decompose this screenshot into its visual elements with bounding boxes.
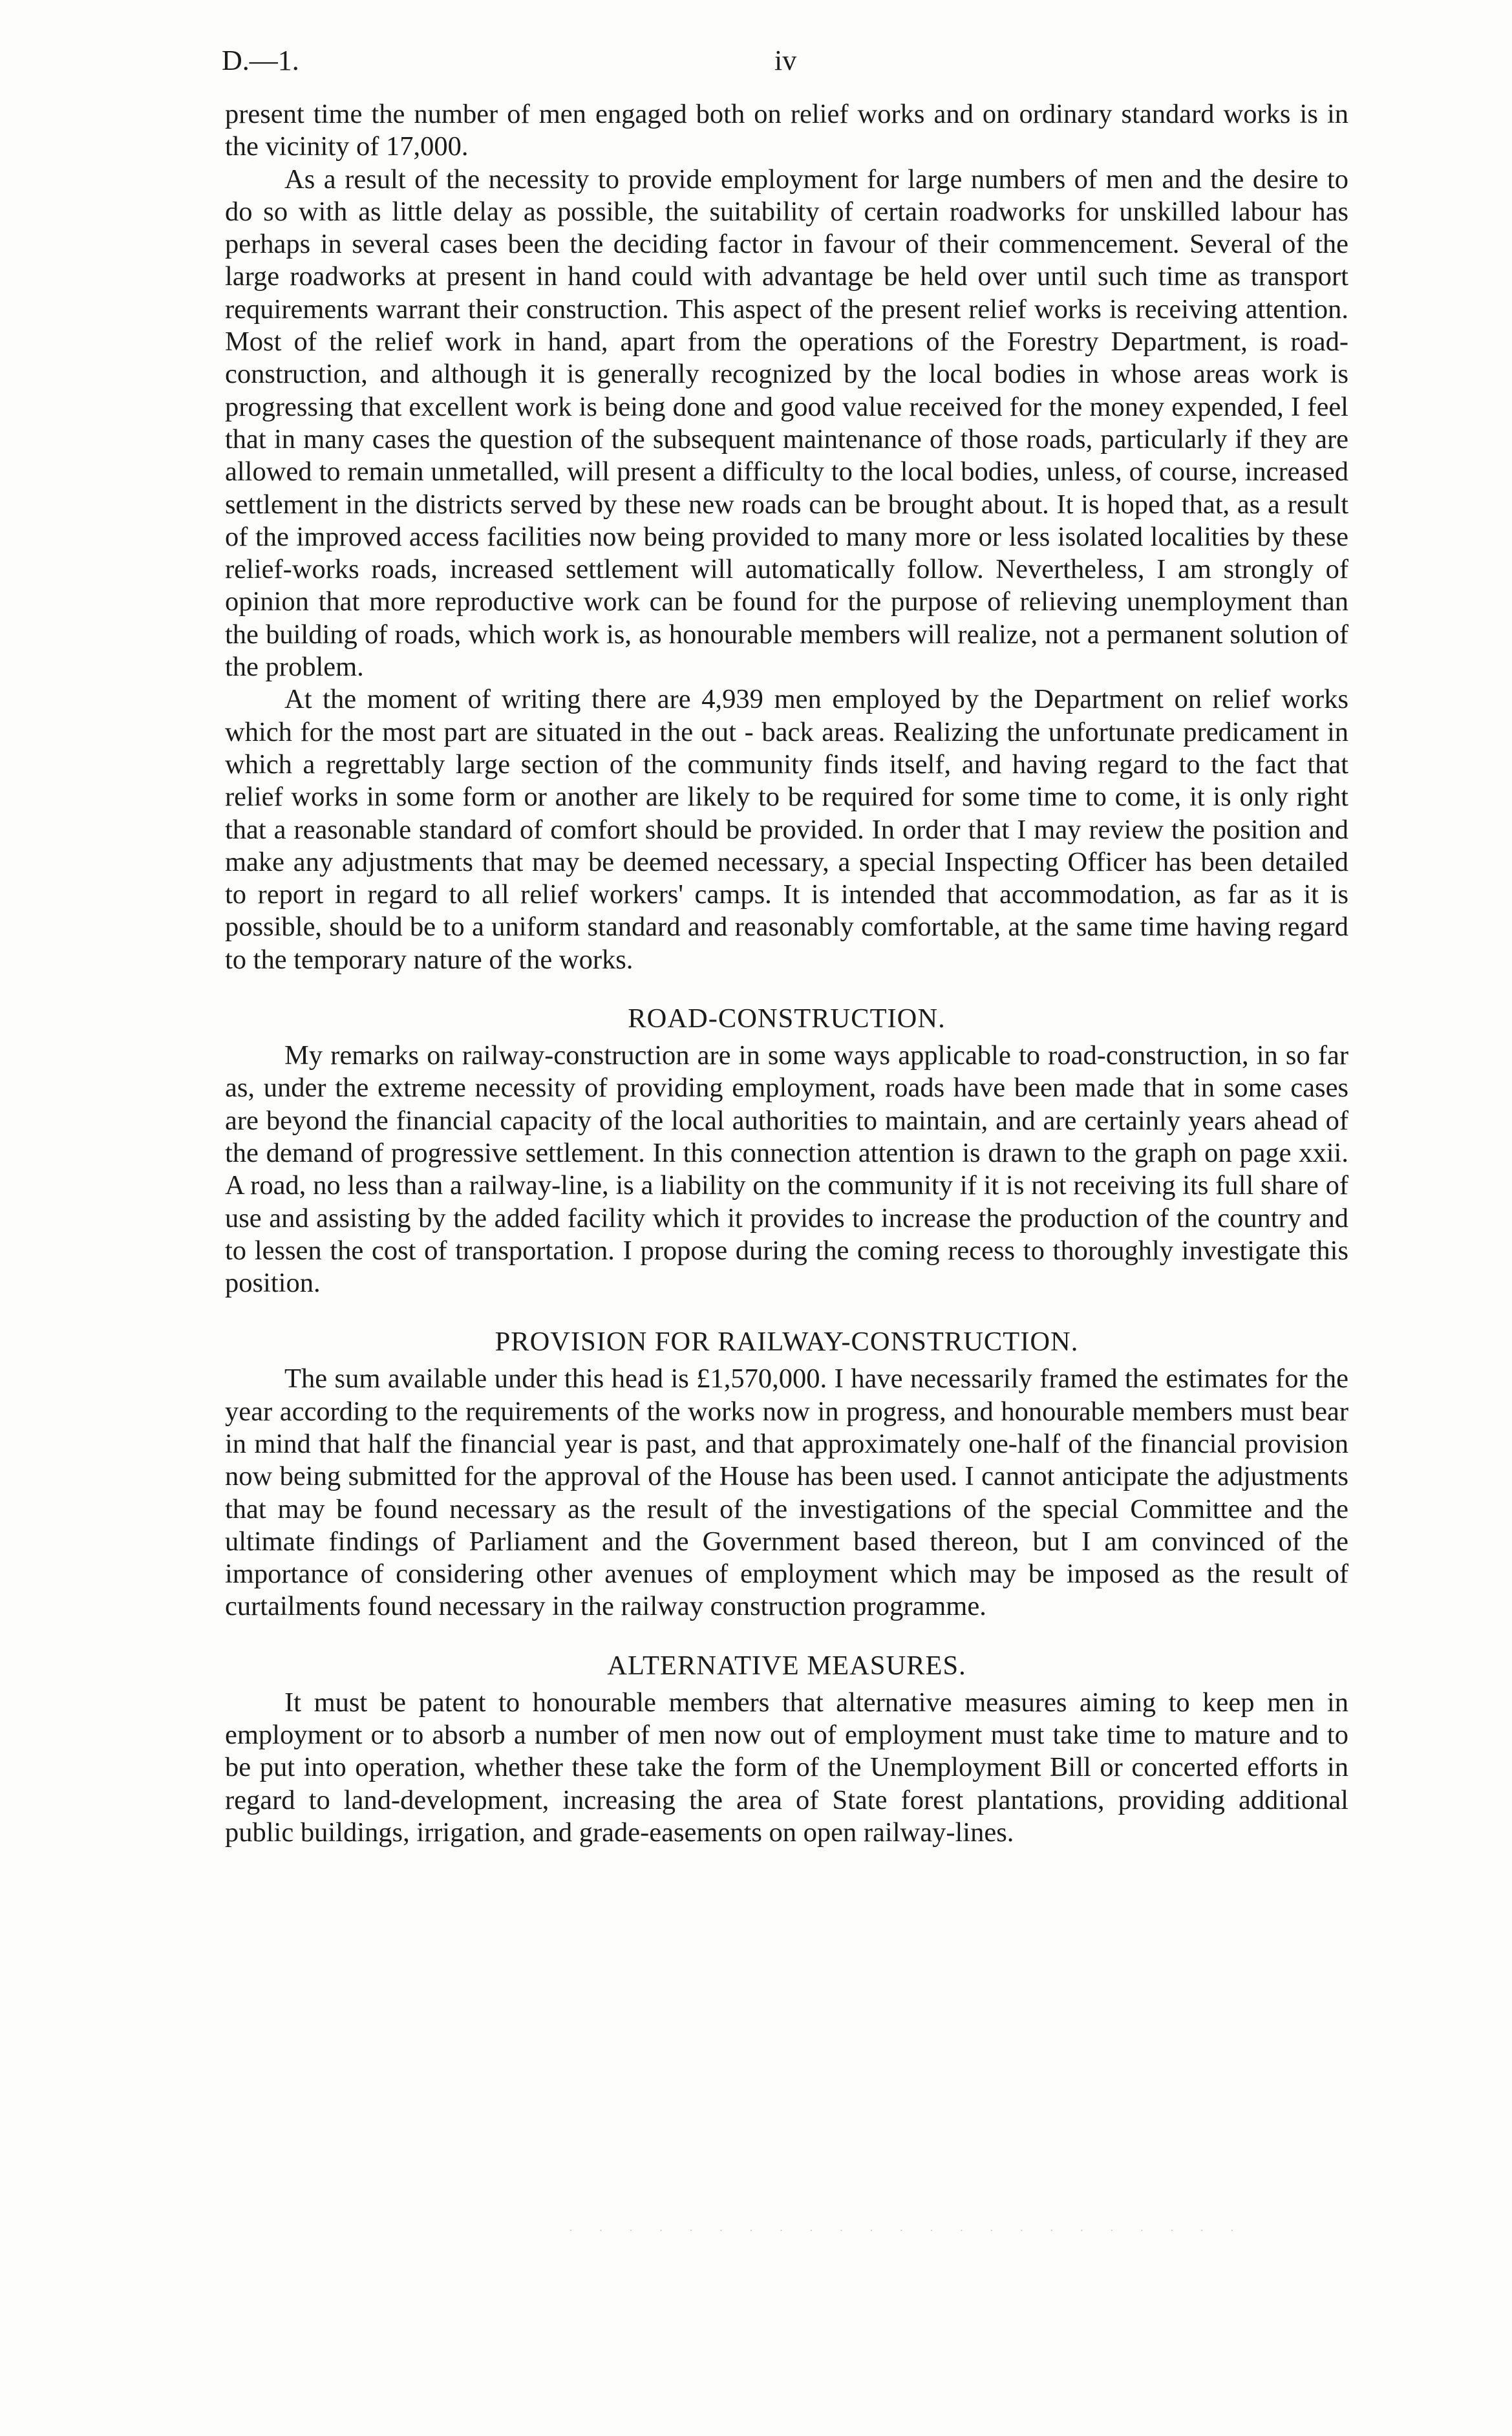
paragraph-continued: present time the number of men engaged both on relief works and on ordinary standard works is in the vicinity of 17,000. [225, 99, 1348, 162]
paragraph-relief-camps: At the moment of writing there are 4,939 men employed by the Department on relief works which for the most part are situated in the out - back areas. Realizing the unfortunate predicament in which a regrettably large section of the community finds itself, and having regard to the fact that relief works in some form or another are likely to be required for some time to come, it is only right that a reasonable standard of comfort should be provided. In order that I may review the position and make any adjustments that may be deemed necessary, a special Inspecting Officer has been detailed to report in regard to all relief workers' camps. It is intended that accommodation, as far as it is possible, should be to a uniform standard and reasonably comfortable, at the same time having regard to the temporary nature of the works. [225, 684, 1348, 975]
paragraph-alternative-measures: It must be patent to honourable members that alternative measures aiming to keep men in employment or to absorb a number of men now out of employment must take time to mature and to be put into operation, whether these take the form of the Unemployment Bill or concerted efforts in regard to land-development, increasing the area of State forest plantations, providing additional public buildings, irrigation, and grade-easements on open railway-lines. [225, 1687, 1348, 1848]
page-header [222, 44, 1350, 83]
paragraph-railway-provision: The sum available under this head is £1,570,000. I have necessarily framed the estimates for the year according to the requirements of the works now in progress, and honourable members must bear in mind that half the financial year is past, and that approximately one-half of the financial provision now being submitted for the approval of the House has been used. I cannot anticipate the adjustments that may be found necessary as the result of the investigations of the special Committee and the ultimate findings of Parliament and the Government based thereon, but I am convinced of the importance of considering other avenues of employment which may be imposed as the result of curtailments found necessary in the railway construction programme. [225, 1363, 1348, 1622]
section-heading-railway-provision: PROVISION FOR RAILWAY-CONSTRUCTION. [495, 1327, 1079, 1358]
document-reference: D.—1. [222, 45, 299, 76]
section-heading-alternative-measures: ALTERNATIVE MEASURES. [607, 1650, 966, 1681]
paragraph-relief-works: As a result of the necessity to provide employment for large numbers of men and the desire to do so with as little delay as possible, the suitability of certain roadworks for unskilled labour has perhaps in several cases been the deciding factor in favour of their commencement. Several of the large roadworks at present in hand could with advantage be held over until such time as transport requirements warrant their construction. This aspect of the present relief works is receiving attention. Most of the relief work in hand, apart from the operations of the Forestry Department, is road-construction, and although it is generally recognized by the local bodies in whose areas work is progressing that excellent work is being done and good value received for the money expended, I feel that in many cases the question of the subsequent maintenance of those roads, particularly if they are allowed to remain unmetalled, will present a difficulty to the local bodies, unless, of course, increased settlement in the districts served by these new roads can be brought about. It is hoped that, as a result of the improved access facilities now being provided to many more or less isolated localities by these relief-works roads, increased settlement will automatically follow. Nevertheless, I am strongly of opinion that more reproductive work can be found for the purpose of relieving unemployment than the building of roads, which work is, as honourable members will realize, not a permanent solution of the problem. [225, 164, 1348, 683]
page-number: iv [774, 45, 797, 76]
section-heading-road-construction: ROAD-CONSTRUCTION. [628, 1003, 946, 1034]
paragraph-road-construction: My remarks on railway-construction are in some ways applicable to road-construction, in so far as, under the extreme necessity of providing employment, roads have been made that in some cases are beyond the financial capacity of the local authorities to maintain, and are certainly years ahead of the demand of progressive settlement. In this connection attention is drawn to the graph on page xxii. A road, no less than a railway-line, is a liability on the community if it is not receiving its full share of use and assisting by the added facility which it provides to increase the production of the country and to lessen the cost of transportation. I propose during the coming recess to thoroughly investigate this position. [225, 1040, 1348, 1299]
document-body [225, 98, 1348, 1849]
scan-artifact: · · · · · · · · · · · · · · · · · · · · · · · [569, 2224, 1246, 2237]
